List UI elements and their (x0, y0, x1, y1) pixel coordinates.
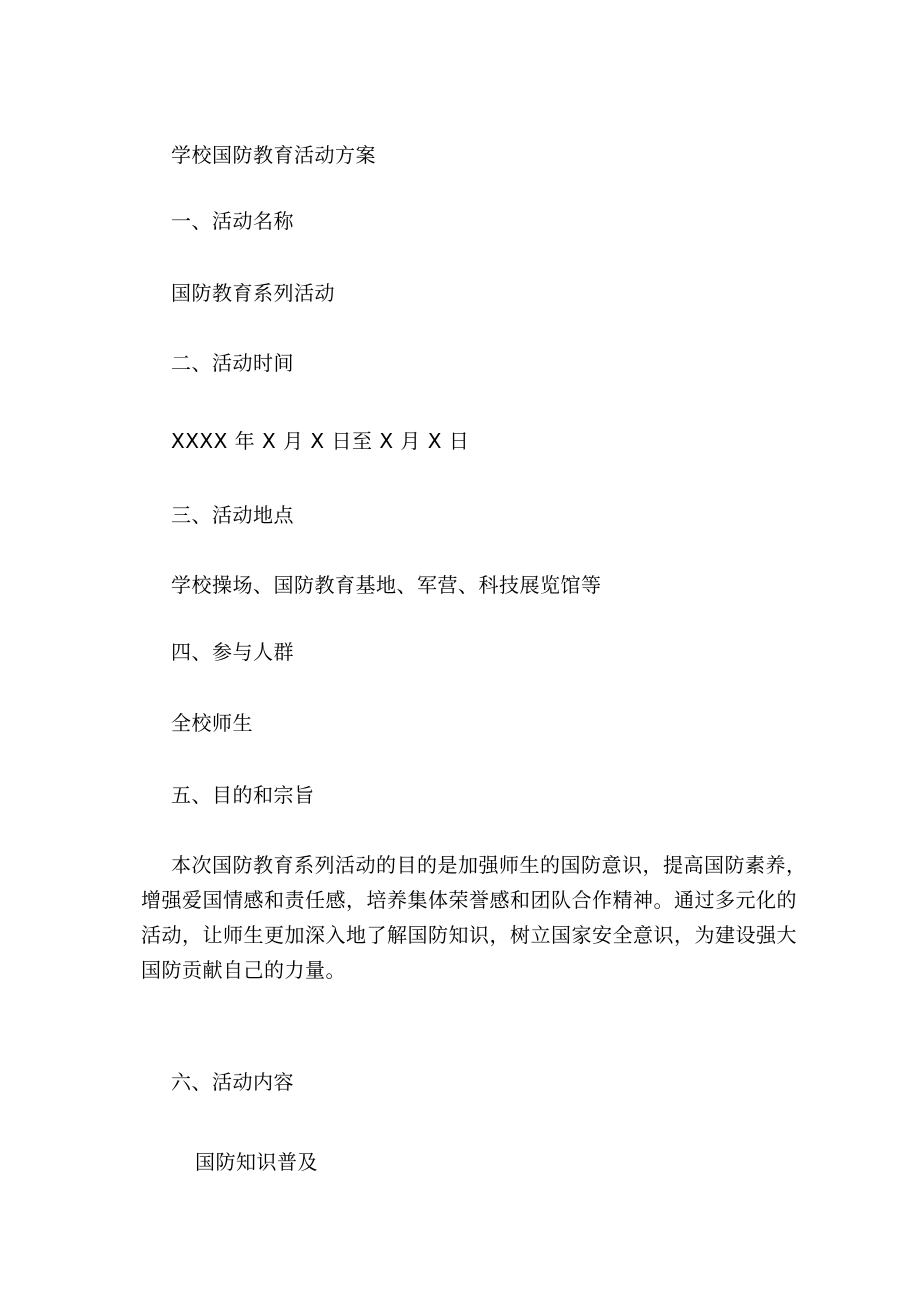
section-heading-2: 二、活动时间 (171, 351, 294, 375)
section-content-2: XXXX 年 X 月 X 日至 X 月 X 日 (171, 429, 470, 453)
section-paragraph-5 (141, 848, 807, 988)
section-heading-1: 一、活动名称 (171, 209, 294, 233)
section-heading-4: 四、参与人群 (171, 640, 294, 664)
section-heading-3: 三、活动地点 (171, 503, 294, 527)
section-heading-6: 六、活动内容 (171, 1070, 294, 1094)
paragraph-line: 增强爱国情感和责任感，培养集体荣誉感和团队合作精神。通过多元化的 (141, 888, 797, 912)
section-heading-5: 五、目的和宗旨 (171, 783, 315, 807)
section-content-1: 国防教育系列活动 (171, 281, 335, 305)
paragraph-line: 国防贡献自己的力量。 (141, 958, 346, 982)
section-content-4: 全校师生 (171, 711, 253, 735)
section-content-3: 学校操场、国防教育基地、军营、科技展览馆等 (171, 573, 602, 597)
paragraph-line: 本次国防教育系列活动的目的是加强师生的国防意识，提高国防素养， (171, 853, 807, 877)
paragraph-line: 活动，让师生更加深入地了解国防知识，树立国家安全意识，为建设强大 (141, 923, 797, 947)
section-subheading-6: 国防知识普及 (195, 1150, 318, 1174)
document-title: 学校国防教育活动方案 (171, 143, 376, 167)
